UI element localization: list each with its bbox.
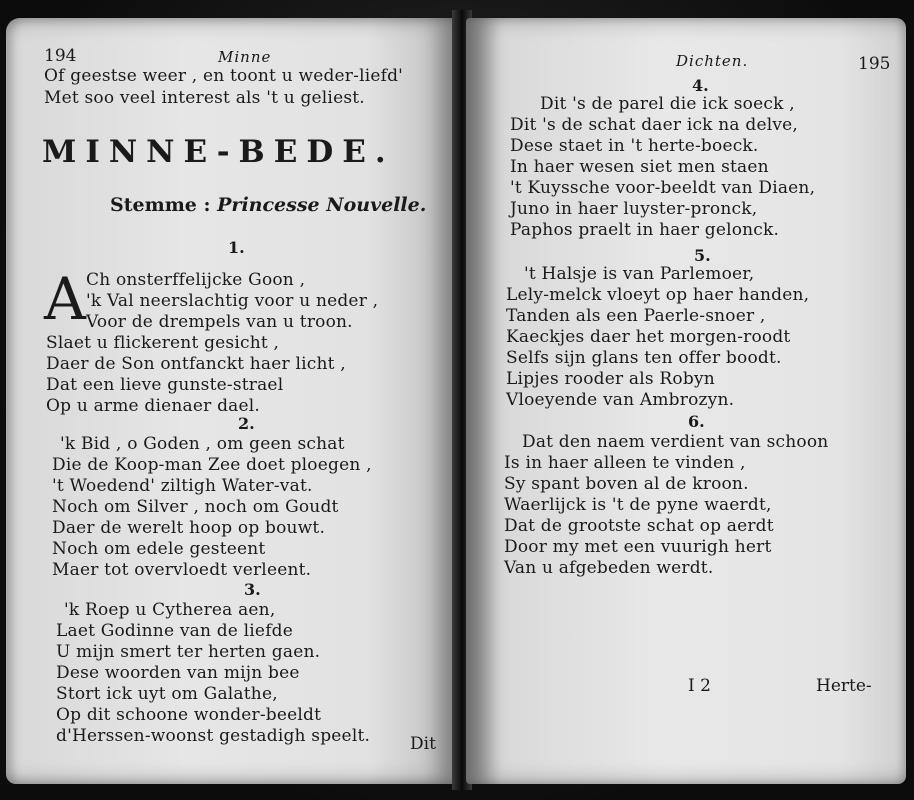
verse-line: Slaet u flickerent gesicht , <box>46 333 280 353</box>
verse-line: Van u afgebeden werdt. <box>504 558 714 578</box>
verse-line: Op dit schoone wonder-beeldt <box>56 705 322 725</box>
poem-title: MINNE-BEDE. <box>42 134 395 170</box>
verse-line: Daer de Son ontfanckt haer licht , <box>46 354 346 374</box>
verse-line: Op u arme dienaer dael. <box>46 396 260 416</box>
verse-line: Lely-melck vloeyt op haer handen, <box>506 285 810 305</box>
verse-line: Ch onsterffelijcke Goon , <box>86 270 306 290</box>
left-page <box>6 18 458 784</box>
right-page <box>466 18 906 784</box>
verse-line: 't Halsje is van Parlemoer, <box>524 264 755 284</box>
verse-line: Maer tot overvloedt verleent. <box>52 560 312 580</box>
verse-line: Selfs sijn glans ten offer boodt. <box>506 348 782 368</box>
verse-line: Paphos praelt in haer gelonck. <box>510 220 780 240</box>
right-catchword: Herte- <box>816 676 872 696</box>
verse-line: Dat een lieve gunste-strael <box>46 375 284 395</box>
verse-line: 'k Bid , o Goden , om geen schat <box>60 434 345 454</box>
verse-line: Waerlijck is 't de pyne waerdt, <box>504 495 772 515</box>
verse-line: Dese staet in 't herte-boeck. <box>510 136 759 156</box>
signature-mark: I 2 <box>688 676 711 696</box>
poem-subtitle <box>110 194 426 216</box>
verse-line: Lipjes rooder als Robyn <box>506 369 715 389</box>
right-page-number: 195 <box>858 54 891 74</box>
verse-line: Laet Godinne van de liefde <box>56 621 294 641</box>
verse-line: 't Kuyssche voor-beeldt van Diaen, <box>510 178 816 198</box>
verse-line: Dit 's de parel die ick soeck , <box>540 94 795 114</box>
stanza-number: 3. <box>244 580 261 599</box>
carry-line: Of geestse weer , en toont u weder-liefd' <box>44 66 404 86</box>
verse-line: Dat de grootste schat op aerdt <box>504 516 774 536</box>
verse-line: In haer wesen siet men staen <box>510 157 769 177</box>
verse-line: Dat den naem verdient van schoon <box>522 432 829 452</box>
stanza-number: 6. <box>688 412 705 431</box>
verse-line: 'k Roep u Cytherea aen, <box>64 600 276 620</box>
verse-line: Kaeckjes daer het morgen-roodt <box>506 327 791 347</box>
verse-line: Stort ick uyt om Galathe, <box>56 684 278 704</box>
verse-line: Die de Koop-man Zee doet ploegen , <box>52 455 372 475</box>
subtitle-prefix: Stemme : <box>110 194 211 216</box>
stanza-number: 5. <box>694 246 711 265</box>
right-running-head: Dichten. <box>676 52 749 70</box>
verse-line: Noch om Silver , noch om Goudt <box>52 497 339 517</box>
verse-line: Noch om edele gesteent <box>52 539 266 559</box>
verse-line: Juno in haer luyster-pronck, <box>510 199 758 219</box>
carry-line: Met soo veel interest als 't u geliest. <box>44 88 365 108</box>
verse-line: Tanden als een Paerle-snoer , <box>506 306 766 326</box>
verse-line: Is in haer alleen te vinden , <box>504 453 746 473</box>
verse-line: Door my met een vuurigh hert <box>504 537 772 557</box>
drop-cap: A <box>44 265 86 333</box>
verse-line: 'k Val neerslachtig voor u neder , <box>86 291 379 311</box>
verse-line: Vloeyende van Ambrozyn. <box>506 390 735 410</box>
stanza-number: 4. <box>692 76 709 95</box>
verse-line: Daer de werelt hoop op bouwt. <box>52 518 326 538</box>
verse-line: Dese woorden van mijn bee <box>56 663 300 683</box>
verse-line: U mijn smert ter herten gaen. <box>56 642 321 662</box>
left-page-number: 194 <box>44 46 77 66</box>
stanza-number: 1. <box>228 238 245 257</box>
verse-line: Dit 's de schat daer ick na delve, <box>510 115 799 135</box>
verse-line: 't Woedend' ziltigh Water-vat. <box>52 476 313 496</box>
stanza-number: 2. <box>238 414 255 433</box>
left-catchword: Dit <box>410 734 436 754</box>
verse-line: Sy spant boven al de kroon. <box>504 474 749 494</box>
verse-line: d'Herssen-woonst gestadigh speelt. <box>56 726 371 746</box>
left-running-head: Minne <box>218 48 272 66</box>
subtitle-tune: Princesse Nouvelle. <box>217 194 427 216</box>
verse-line: Voor de drempels van u troon. <box>86 312 353 332</box>
